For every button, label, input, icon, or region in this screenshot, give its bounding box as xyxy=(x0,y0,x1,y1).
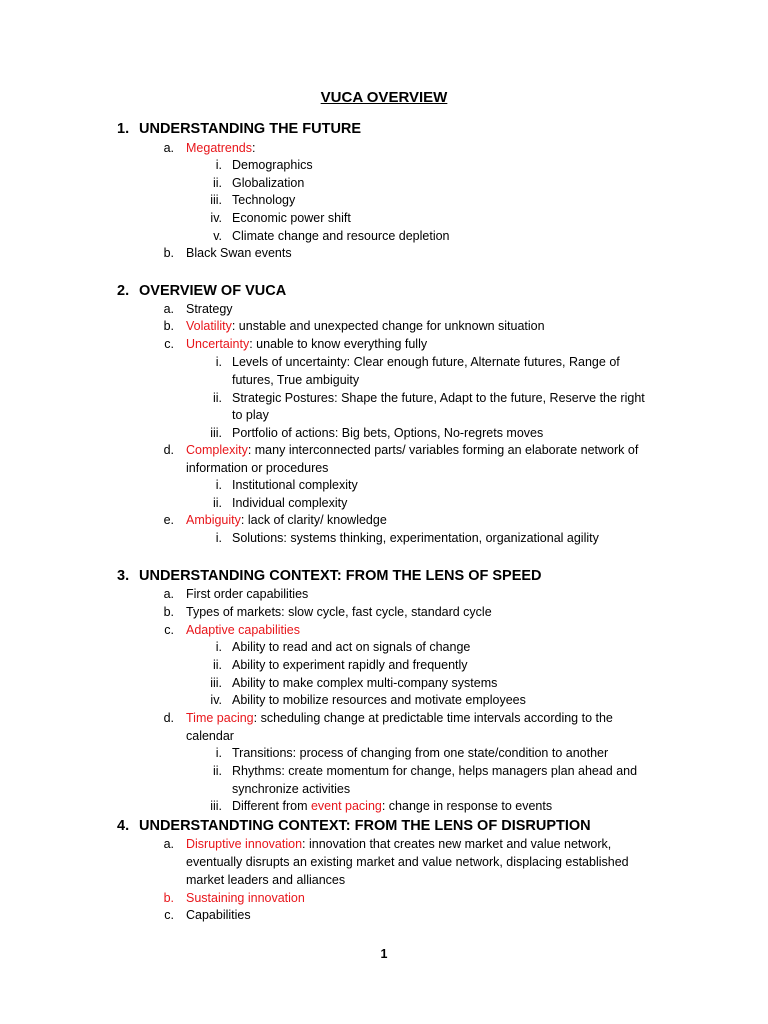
list-item: Portfolio of actions: Big bets, Options, No-regrets moves xyxy=(232,426,544,440)
section-2-heading: 2. OVERVIEW OF VUCA xyxy=(117,283,287,299)
list-marker: iv. xyxy=(210,211,222,225)
list-item-continued: calendar xyxy=(186,729,234,743)
list-item: Ability to experiment rapidly and frequently xyxy=(232,658,468,672)
page-number: 1 xyxy=(380,947,388,961)
list-item-complexity: Complexity: many interconnected parts/ variables forming an elaborate network of xyxy=(186,443,639,457)
list-marker: v. xyxy=(213,229,222,243)
list-marker: iii. xyxy=(210,676,222,690)
list-marker: i. xyxy=(215,640,222,654)
list-marker: iii. xyxy=(210,193,222,207)
list-item: Ability to read and act on signals of change xyxy=(232,640,471,654)
list-item-ambiguity: Ambiguity: lack of clarity/ knowledge xyxy=(186,513,387,527)
list-item-uncertainty: Uncertainty: unable to know everything fully xyxy=(186,337,428,351)
list-item: Levels of uncertainty: Clear enough future, Alternate futures, Range of xyxy=(232,355,620,369)
list-marker: b. xyxy=(163,891,174,905)
list-item: Technology xyxy=(232,193,296,207)
list-marker: a. xyxy=(163,587,174,601)
list-marker: i. xyxy=(215,746,222,760)
list-marker: d. xyxy=(163,711,174,725)
list-marker: ii. xyxy=(212,658,222,672)
list-marker: a. xyxy=(163,837,174,851)
list-item: Economic power shift xyxy=(232,211,351,225)
list-item: Demographics xyxy=(232,158,313,172)
list-item: Types of markets: slow cycle, fast cycle, standard cycle xyxy=(186,605,492,619)
list-marker: ii. xyxy=(212,496,222,510)
list-item: Capabilities xyxy=(186,908,251,922)
list-item-sustaining-innovation: Sustaining innovation xyxy=(186,891,305,905)
list-marker: b. xyxy=(163,319,174,333)
list-item-continued: eventually disrupts an existing market and value network, displacing established xyxy=(186,855,629,869)
page-title: VUCA OVERVIEW xyxy=(320,89,448,106)
section-1-heading: 1. UNDERSTANDING THE FUTURE xyxy=(117,121,362,137)
list-item: Globalization xyxy=(232,176,305,190)
list-marker: d. xyxy=(163,443,174,457)
list-marker: b. xyxy=(163,605,174,619)
list-item: Individual complexity xyxy=(232,496,348,510)
list-item-disruptive-innovation: Disruptive innovation: innovation that creates new market and value network, xyxy=(186,837,612,851)
list-item: Institutional complexity xyxy=(232,478,358,492)
list-item-volatility: Volatility: unstable and unexpected change for unknown situation xyxy=(186,319,545,333)
list-item-megatrends: Megatrends: xyxy=(186,141,256,155)
list-item: Ability to make complex multi-company systems xyxy=(232,676,498,690)
list-marker: c. xyxy=(164,908,174,922)
list-marker: c. xyxy=(164,623,174,637)
list-item-adaptive-capabilities: Adaptive capabilities xyxy=(186,623,300,637)
list-item: Rhythms: create momentum for change, helps managers plan ahead and xyxy=(232,764,638,778)
list-item-continued: synchronize activities xyxy=(232,782,351,796)
list-item-continued: information or procedures xyxy=(186,461,329,475)
list-item: Climate change and resource depletion xyxy=(232,229,450,243)
section-3-heading: 3. UNDERSTANDING CONTEXT: FROM THE LENS OF SPEED xyxy=(117,568,542,584)
list-marker: iii. xyxy=(210,426,222,440)
list-marker: ii. xyxy=(212,391,222,405)
list-marker: i. xyxy=(215,158,222,172)
list-marker: a. xyxy=(163,141,174,155)
list-marker: b. xyxy=(163,246,174,260)
list-marker: ii. xyxy=(212,176,222,190)
list-marker: e. xyxy=(163,513,174,527)
list-item: Strategic Postures: Shape the future, Adapt to the future, Reserve the right xyxy=(232,391,645,405)
section-4-heading: 4. UNDERSTANDTING CONTEXT: FROM THE LENS OF DISRUPTION xyxy=(117,818,591,834)
list-item-time-pacing: Time pacing: scheduling change at predictable time intervals according to the xyxy=(186,711,613,725)
list-item-continued: to play xyxy=(232,408,269,422)
list-item: Ability to mobilize resources and motivate employees xyxy=(232,693,526,707)
list-item-continued: futures, True ambiguity xyxy=(232,373,360,387)
list-marker: a. xyxy=(163,302,174,316)
list-item-event-pacing: Different from event pacing: change in response to events xyxy=(232,799,553,813)
list-item: First order capabilities xyxy=(186,587,309,601)
list-item: Strategy xyxy=(186,302,233,316)
list-marker: i. xyxy=(215,531,222,545)
list-marker: ii. xyxy=(212,764,222,778)
list-item: Transitions: process of changing from one state/condition to another xyxy=(232,746,609,760)
list-marker: i. xyxy=(215,478,222,492)
list-item: Solutions: systems thinking, experimentation, organizational agility xyxy=(232,531,599,545)
list-item: Black Swan events xyxy=(186,246,292,260)
list-item-continued: market leaders and alliances xyxy=(186,873,346,887)
list-marker: iv. xyxy=(210,693,222,707)
list-marker: iii. xyxy=(210,799,222,813)
list-marker: i. xyxy=(215,355,222,369)
list-marker: c. xyxy=(164,337,174,351)
